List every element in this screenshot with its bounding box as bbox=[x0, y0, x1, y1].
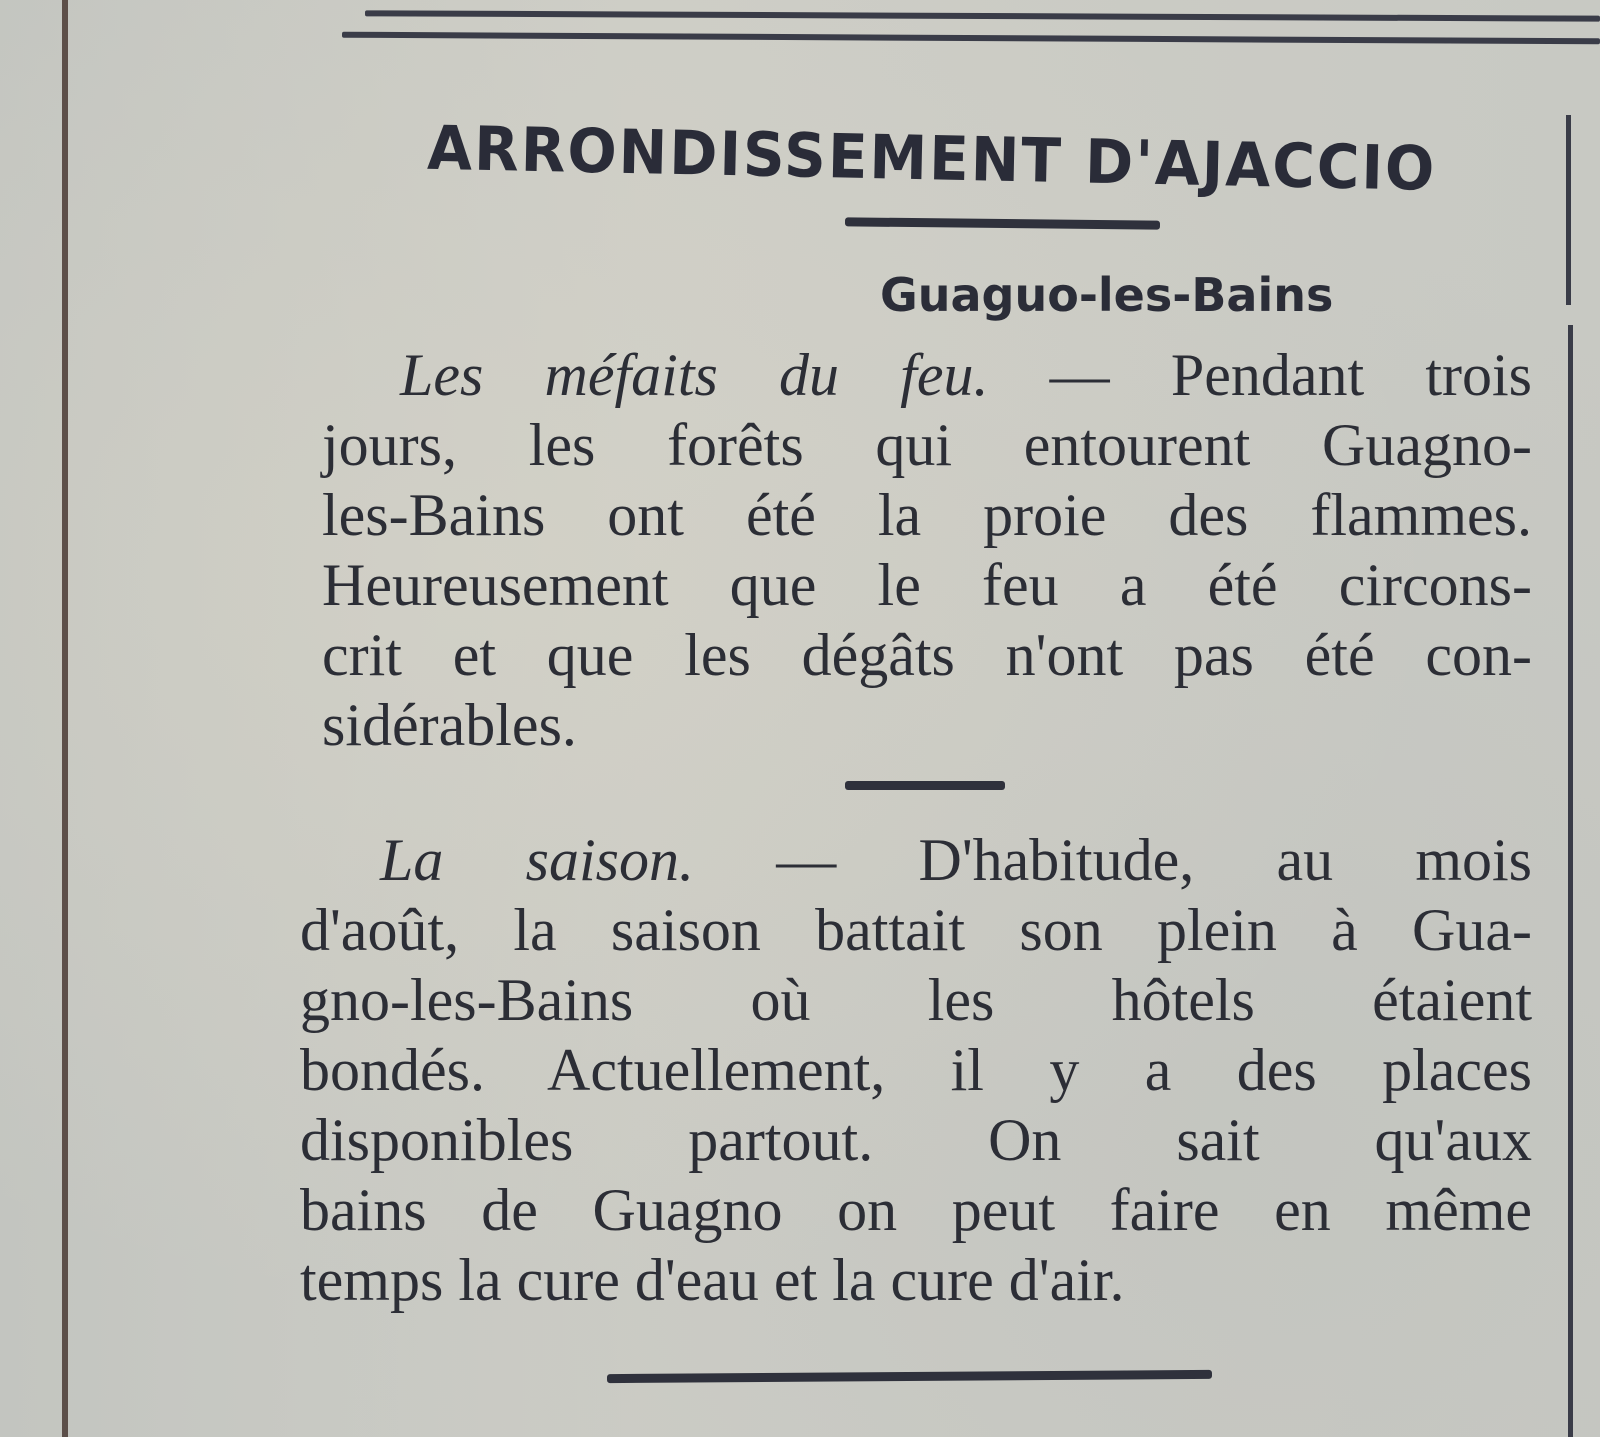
article-text: Pendant trois bbox=[1170, 342, 1532, 408]
left-column-rule bbox=[62, 0, 68, 1437]
top-double-rule-lower bbox=[342, 32, 1600, 45]
article-separator bbox=[845, 781, 1005, 790]
article-fire bbox=[322, 340, 1532, 760]
article-line: d'août, la saison battait son plein à Gua- bbox=[300, 897, 1532, 963]
article-line: les-Bains ont été la proie des flammes. bbox=[322, 482, 1532, 548]
article-line: sidérables. bbox=[322, 692, 577, 758]
top-double-rule-upper bbox=[365, 10, 1600, 21]
right-column-rule-lower bbox=[1568, 325, 1573, 1437]
article-lead: La saison. bbox=[380, 827, 694, 893]
article-line bbox=[322, 340, 1532, 410]
article-text: D'habitude, au mois bbox=[918, 827, 1533, 893]
end-separator bbox=[607, 1370, 1212, 1383]
article-line bbox=[300, 825, 1532, 895]
article-line: Heureusement que le feu a été circons- bbox=[322, 552, 1532, 618]
article-line: bondés. Actuellement, il y a des places bbox=[300, 1037, 1532, 1103]
section-title: ARRONDISSEMENT D'AJACCIO bbox=[426, 112, 1438, 205]
article-lead: Les méfaits du feu. bbox=[400, 342, 989, 408]
article-line: bains de Guagno on peut faire en même bbox=[300, 1177, 1532, 1243]
em-dash: — bbox=[776, 827, 837, 893]
em-dash: — bbox=[1049, 342, 1110, 408]
article-line: temps la cure d'eau et la cure d'air. bbox=[300, 1247, 1125, 1313]
article-line: disponibles partout. On sait qu'aux bbox=[300, 1107, 1532, 1173]
right-column-rule-upper bbox=[1566, 115, 1571, 305]
article-line: crit et que les dégâts n'ont pas été con- bbox=[322, 622, 1532, 688]
article-line: jours, les forêts qui entourent Guagno- bbox=[322, 412, 1532, 478]
locality-heading: Guaguo-les-Bains bbox=[880, 268, 1334, 322]
article-line: gno-les-Bains où les hôtels étaient bbox=[300, 967, 1532, 1033]
article-season bbox=[300, 825, 1532, 1315]
headline-separator bbox=[845, 217, 1160, 229]
